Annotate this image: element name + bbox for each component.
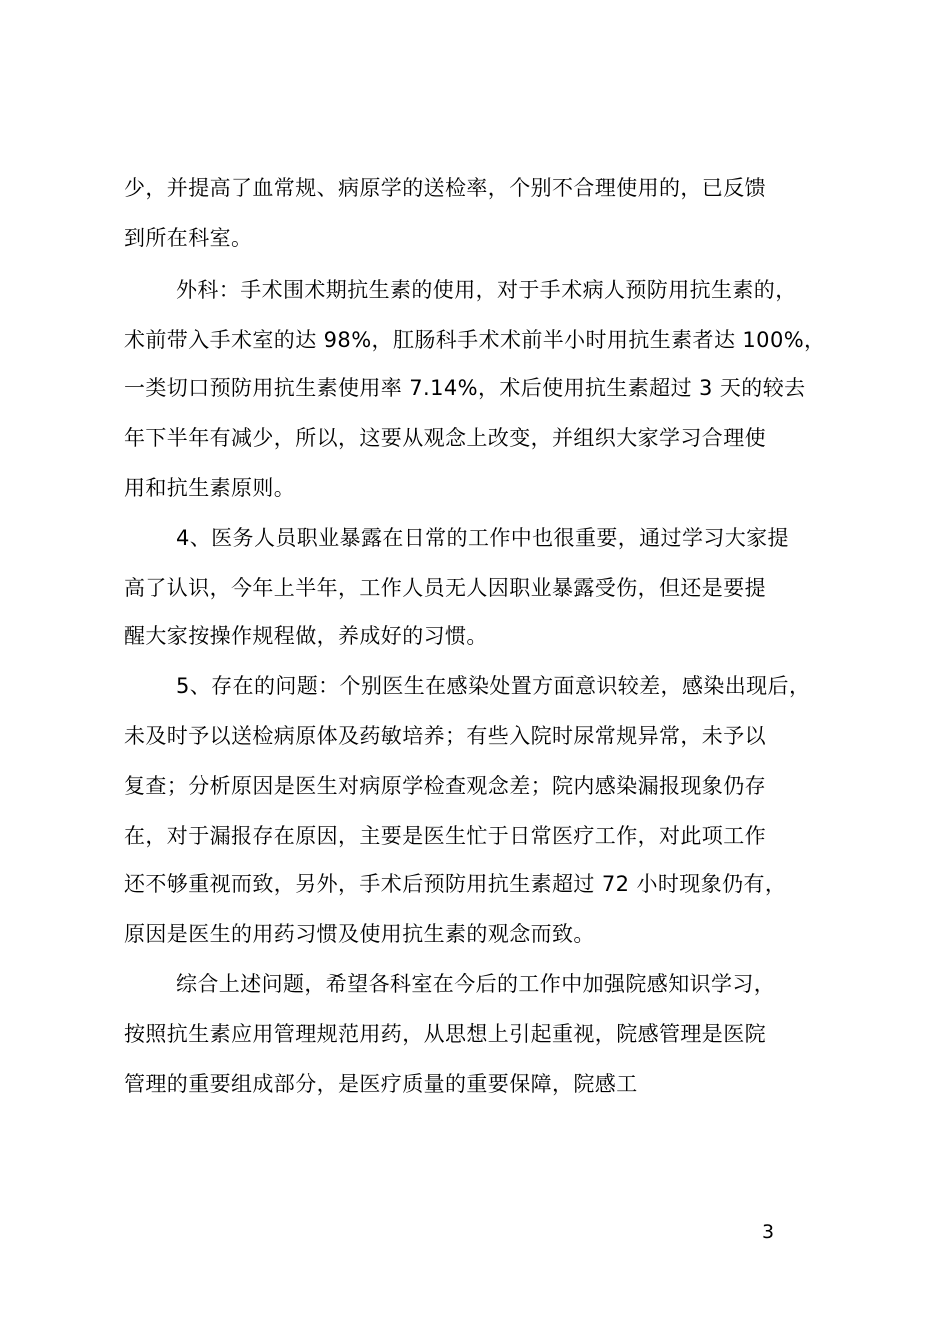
paragraph-summary-first-line: 综合上述问题，希望各科室在今后的工作中加强院感知识学习，: [176, 972, 776, 996]
text-line: 少，并提高了血常规、病原学的送检率，个别不合理使用的，已反馈: [124, 176, 766, 200]
text-line: 还不够重视而致，另外，手术后预防用抗生素超过 72 小时现象仍有，: [124, 872, 787, 896]
text-line: 一类切口预防用抗生素使用率 7.14%，术后使用抗生素超过 3 天的较去: [124, 376, 806, 400]
text-line: 到所在科室。: [124, 226, 253, 250]
paragraph-existing-problems-first-line: 5、存在的问题：个别医生在感染处置方面意识较差，感染出现后，: [176, 674, 811, 698]
text-line: 管理的重要组成部分，是医疗质量的重要保障，院感工: [124, 1072, 638, 1096]
text-line: 高了认识，今年上半年，工作人员无人因职业暴露受伤，但还是要提: [124, 576, 766, 600]
text-line: 用和抗生素原则。: [124, 476, 296, 500]
text-line: 年下半年有减少，所以，这要从观念上改变，并组织大家学习合理使: [124, 426, 766, 450]
text-line: 未及时予以送检病原体及药敏培养；有些入院时尿常规异常，未予以: [124, 724, 766, 748]
paragraph-surgery-first-line: 外科：手术围术期抗生素的使用，对于手术病人预防用抗生素的，: [176, 278, 797, 302]
text-line: 术前带入手术室的达 98%，肛肠科手术术前半小时用抗生素者达 100%，: [124, 328, 826, 352]
text-line: 复查；分析原因是医生对病原学检查观念差；院内感染漏报现象仍存: [124, 774, 766, 798]
text-line: 在，对于漏报存在原因，主要是医生忙于日常医疗工作，对此项工作: [124, 824, 766, 848]
page-number: 3: [762, 1221, 775, 1243]
text-line: 醒大家按操作规程做，养成好的习惯。: [124, 624, 488, 648]
text-line: 按照抗生素应用管理规范用药，从思想上引起重视，院感管理是医院: [124, 1022, 766, 1046]
paragraph-occupational-exposure-first-line: 4、医务人员职业暴露在日常的工作中也很重要，通过学习大家提: [176, 526, 789, 550]
text-line: 原因是医生的用药习惯及使用抗生素的观念而致。: [124, 922, 595, 946]
